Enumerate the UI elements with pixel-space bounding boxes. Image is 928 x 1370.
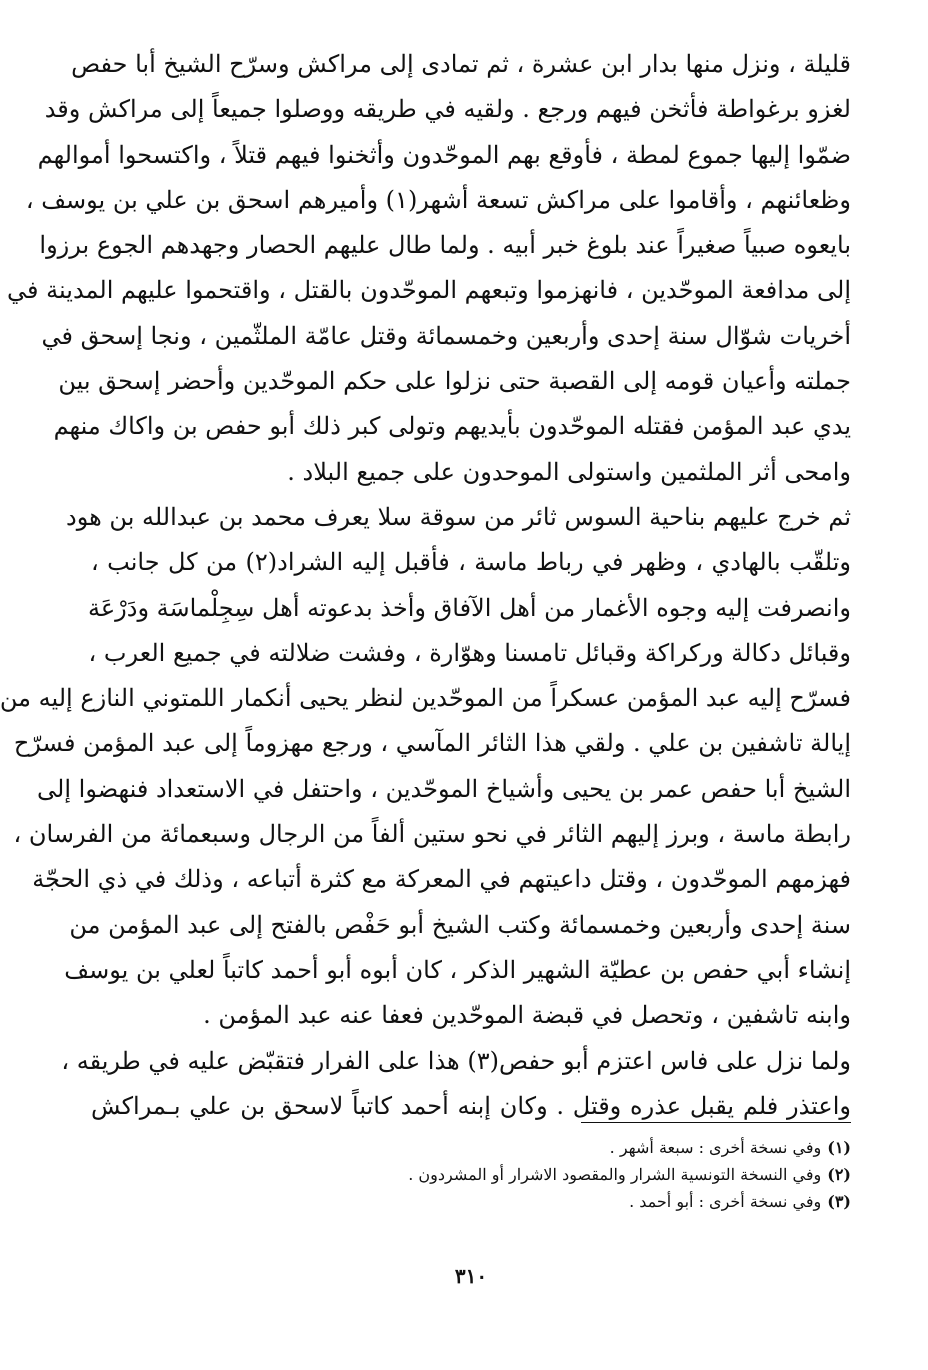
text-line: ثم خرج عليهم بناحية السوس ثائر من سوقة سلا يعرف محمد بن عبدالله بن هود <box>66 502 851 531</box>
footnote-2 <box>91 1161 851 1188</box>
text-line: جملته وأعيان قومه إلى القصبة حتى نزلوا على حكم الموحّدين وأحضر إسحق بين <box>58 367 851 396</box>
footnote-number: (٢) <box>827 1165 851 1184</box>
text-line: وقبائل دكالة وركراكة وقبائل تامسنا وهوّارة ، وفشت ضلالته في جميع العرب ، <box>88 638 851 667</box>
text-line: رابطة ماسة ، وبرز إليهم الثائر في نحو ستين ألفاً من الرجال وسبعمائة من الفرسان ، <box>13 820 851 849</box>
text-line: وامحى أثر الملثمين واستولى الموحدون على جميع البلاد . <box>287 457 851 486</box>
footnote-separator <box>581 1122 851 1123</box>
text-line: سنة إحدى وأربعين وخمسمائة وكتب الشيخ أبو حَفْص بالفتح إلى عبد المؤمن من <box>69 910 851 939</box>
footnote-number: (٣) <box>827 1192 851 1211</box>
text-line: بايعوه صبياً صغيراً عند بلوغ خبر أبيه . ولما طال عليهم الحصار وجهدهم الجوع برزوا <box>39 231 851 260</box>
text-line: إيالة تاشفين بن علي . ولقي هذا الثائر المآسي ، ورجع مهزوماً إلى عبد المؤمن فسرّح <box>13 729 851 758</box>
text-line: يدي عبد المؤمن فقتله الموحّدون بأيديهم وتولى كبر ذلك أبو حفص بن واكاك منهم <box>53 412 851 441</box>
text-line: وظعائنهم ، وأقاموا على مراكش تسعة أشهر(١) وأميرهم اسحق بن علي بن يوسف ، <box>25 185 851 214</box>
text-line: ولما نزل على فاس اعتزم أبو حفص(٣) هذا على الفرار فتقبّض عليه في طريقه ، <box>61 1046 851 1075</box>
text-line: فسرّح إليه عبد المؤمن عسكراً من الموحّدين لنظر يحيى أنكمار اللمتوني النازع إليه من <box>0 684 851 713</box>
page-number: ٣١٠ <box>454 1264 488 1288</box>
paragraph-3 <box>61 1039 851 1130</box>
text-line: قليلة ، ونزل منها بدار ابن عشرة ، ثم تمادى إلى مراكش وسرّح الشيخ أبا حفص <box>71 50 851 78</box>
footnote-text: وفي نسخة أخرى : أبو أحمد . <box>629 1192 822 1211</box>
text-line: ضمّوا إليها جموع لمطة ، فأوقع بهم الموحّدون وأثخنوا فيهم قتلاً ، واكتسحوا أموالهم <box>37 140 851 169</box>
main-text <box>0 42 851 1129</box>
page <box>0 42 851 1332</box>
text-line: الشيخ أبا حفص عمر بن يحيى وأشياخ الموحّدين ، واحتفل في الاستعداد فنهضوا إلى <box>37 774 851 803</box>
text-line: وابنه تاشفين ، وتحصل في قبضة الموحّدين فعفا عنه عبد المؤمن . <box>203 1001 851 1030</box>
paragraph-1 <box>7 42 851 495</box>
text-line: لغزو برغواطة فأثخن فيهم ورجع . ولقيه في طريقه ووصلوا جميعاً إلى مراكش وقد <box>44 95 851 124</box>
text-line: وانصرفت إليه وجوه الأغمار من أهل الآفاق وأخذ بدعوته أهل سِجِلْماسَة ودَرْعَة <box>87 593 851 622</box>
text-line: فهزمهم الموحّدون ، وقتل داعيتهم في المعركة مع كثرة أتباعه ، وذلك في ذي الحجّة <box>32 865 851 894</box>
text-line: إلى مدافعة الموحّدين ، فانهزموا وتبعهم الموحّدون بالقتل ، واقتحموا عليهم المدينة في <box>7 276 851 305</box>
text-line: وتلقّب بالهادي ، وظهر في رباط ماسة ، فأقبل إليه الشراد(٢) من كل جانب ، <box>91 548 851 577</box>
footnote-text: وفي النسخة التونسية الشرار والمقصود الاشرار أو المشردون . <box>408 1165 822 1184</box>
text-line: واعتذر فلم يقبل عذره وقتل . وكان إبنه أحمد كاتباً لاسحق بن علي بـمراكش <box>91 1091 851 1120</box>
footnotes <box>91 1134 851 1215</box>
paragraph-2 <box>0 495 851 1039</box>
text-line: إنشاء أبي حفص بن عطيّة الشهير الذكر ، كان أبوه أبو أحمد كاتباً لعلي بن يوسف <box>64 955 851 984</box>
footnote-number: (١) <box>827 1138 851 1157</box>
footnote-3 <box>91 1188 851 1215</box>
text-line: أخريات شوّال سنة إحدى وأربعين وخمسمائة وقتل عامّة الملثّمين ، ونجا إسحق في <box>41 321 851 350</box>
footnote-text: وفي نسخة أخرى : سبعة أشهر . <box>609 1138 822 1157</box>
footnote-1 <box>91 1134 851 1161</box>
